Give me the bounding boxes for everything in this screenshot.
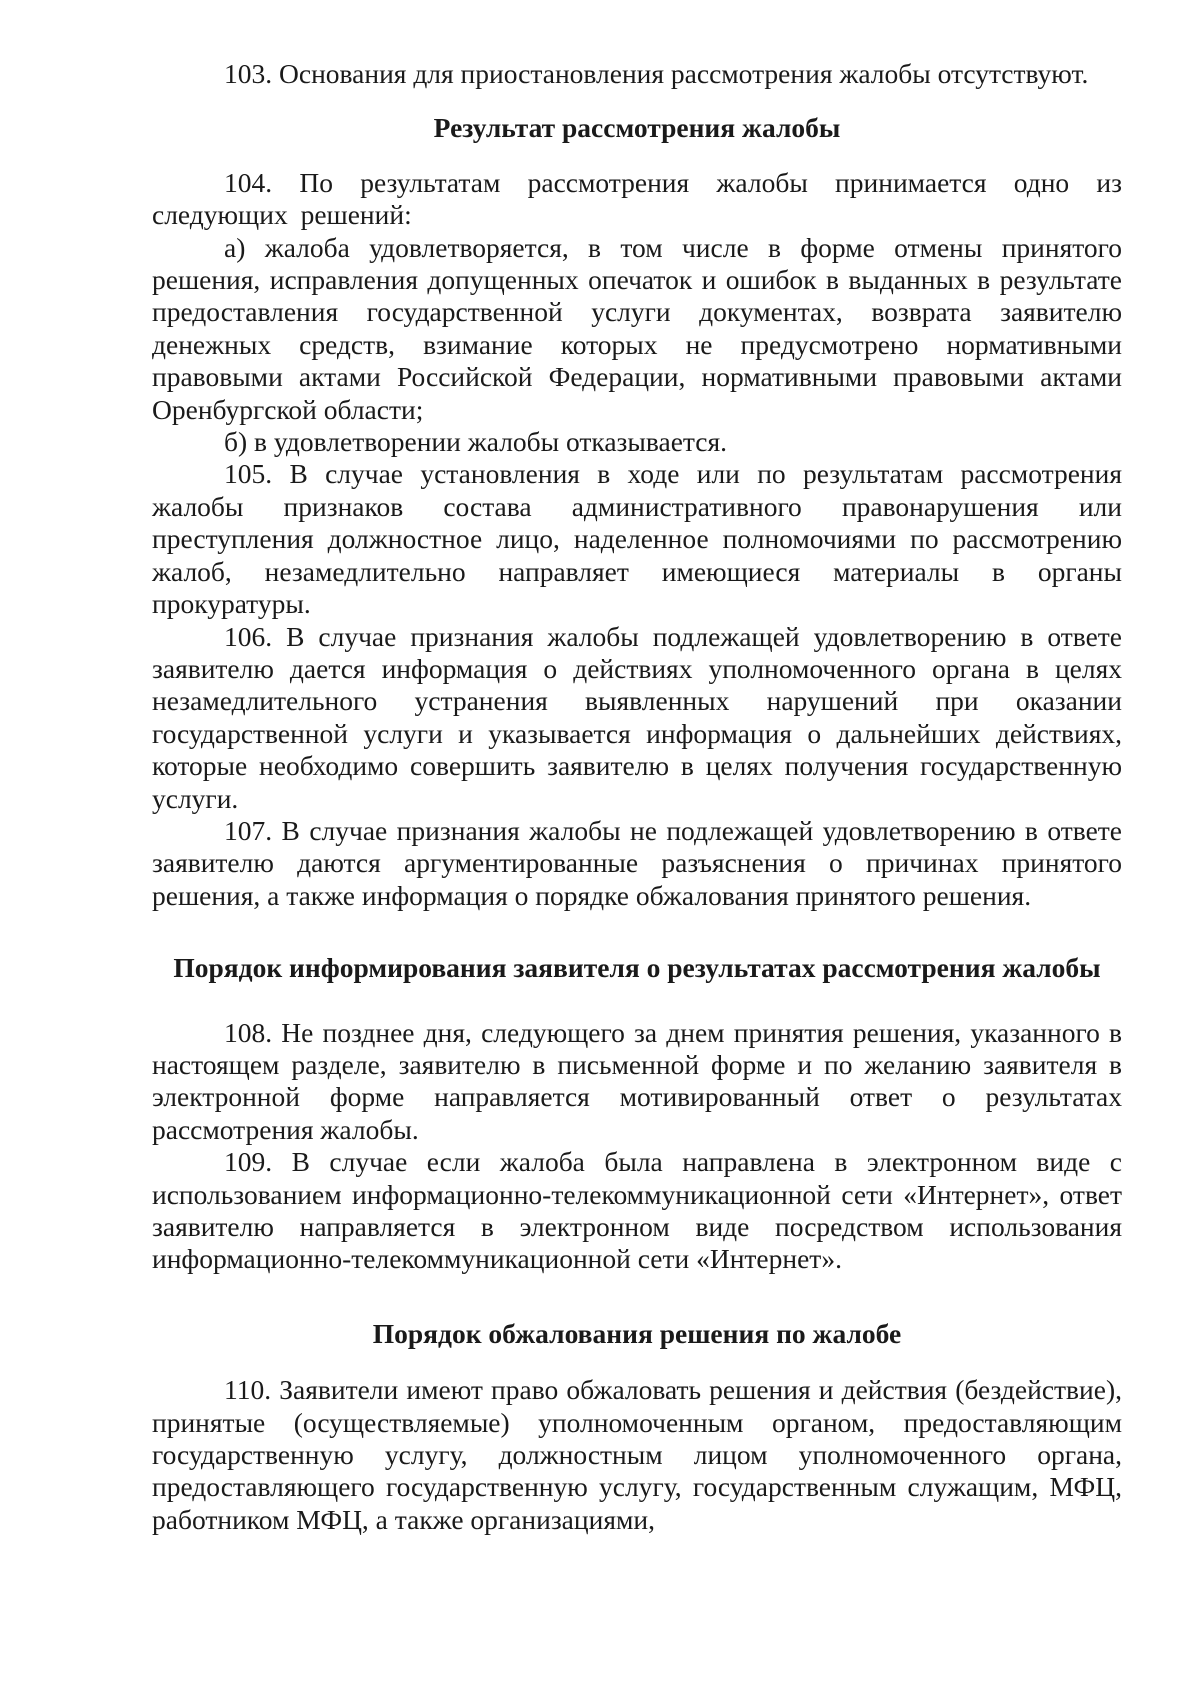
paragraph-109: 109. В случае если жалоба была направлена в электронном виде с использованием информационно-телекоммуникационной сети «Интернет», ответ заявителю направляется в электронном виде посредством использования информационно-телекоммуникационной сети «Интернет». [152, 1146, 1122, 1275]
paragraph-105: 105. В случае установления в ходе или по результатам рассмотрения жалобы признаков состава административного правонарушения или преступления должностное лицо, наделенное полномочиями по рассмотрению жалоб, незамедлительно направляет имеющиеся материалы в органы прокуратуры. [152, 458, 1122, 620]
paragraph-106: 106. В случае признания жалобы подлежащей удовлетворению в ответе заявителю дается информация о действиях уполномоченного органа в целях незамедлительного устранения выявленных нарушений при оказании государственной услуги и указывается информация о дальнейших действиях, которые необходимо совершить заявителю в целях получения государственную услуги. [152, 620, 1122, 814]
paragraph-107: 107. В случае признания жалобы не подлежащей удовлетворению в ответе заявителю даются аргументированные разъяснения о причинах принятого решения, а также информация о порядке обжалования принятого решения. [152, 814, 1122, 911]
heading-informing-applicant: Порядок информирования заявителя о результатах рассмотрения жалобы [173, 952, 1101, 984]
paragraph-103: 103. Основания для приостановления рассмотрения жалобы отсутствуют. [224, 58, 1089, 89]
paragraph-104b: б) в удовлетворении жалобы отказывается. [224, 426, 728, 458]
paragraph-104a: а) жалоба удовлетворяется, в том числе в форме отмены принятого решения, исправления допущенных опечаток и ошибок в выданных в результате предоставления государственной услуги документах, возврата заявителю денежных средств, взимание которых не предусмотрено нормативными правовыми актами Российской Федерации, нормативными правовыми актами Оренбургской области; [152, 231, 1122, 425]
paragraph-110: 110. Заявители имеют право обжаловать решения и действия (бездействие), принятые (осуществляемые) уполномоченным органом, предоставляющим государственную услугу, должностным лицом уполномоченного органа, предоставляющего государственную услугу, государственным служащим, МФЦ, работником МФЦ, а также организациями, [152, 1374, 1122, 1535]
paragraph-104: 104. По результатам рассмотрения жалобы принимается одно из следующих решений: [152, 166, 1122, 231]
heading-appeal-procedure: Порядок обжалования решения по жалобе [372, 1317, 902, 1349]
heading-complaint-result: Результат рассмотрения жалобы [433, 112, 841, 144]
paragraph-108: 108. Не позднее дня, следующего за днем принятия решения, указанного в настоящем разделе, заявителю в письменной форме и по желанию заявителя в электронной форме направляется мотивированный ответ о результатах рассмотрения жалобы. [152, 1016, 1122, 1145]
document-page [152, 58, 1122, 1536]
